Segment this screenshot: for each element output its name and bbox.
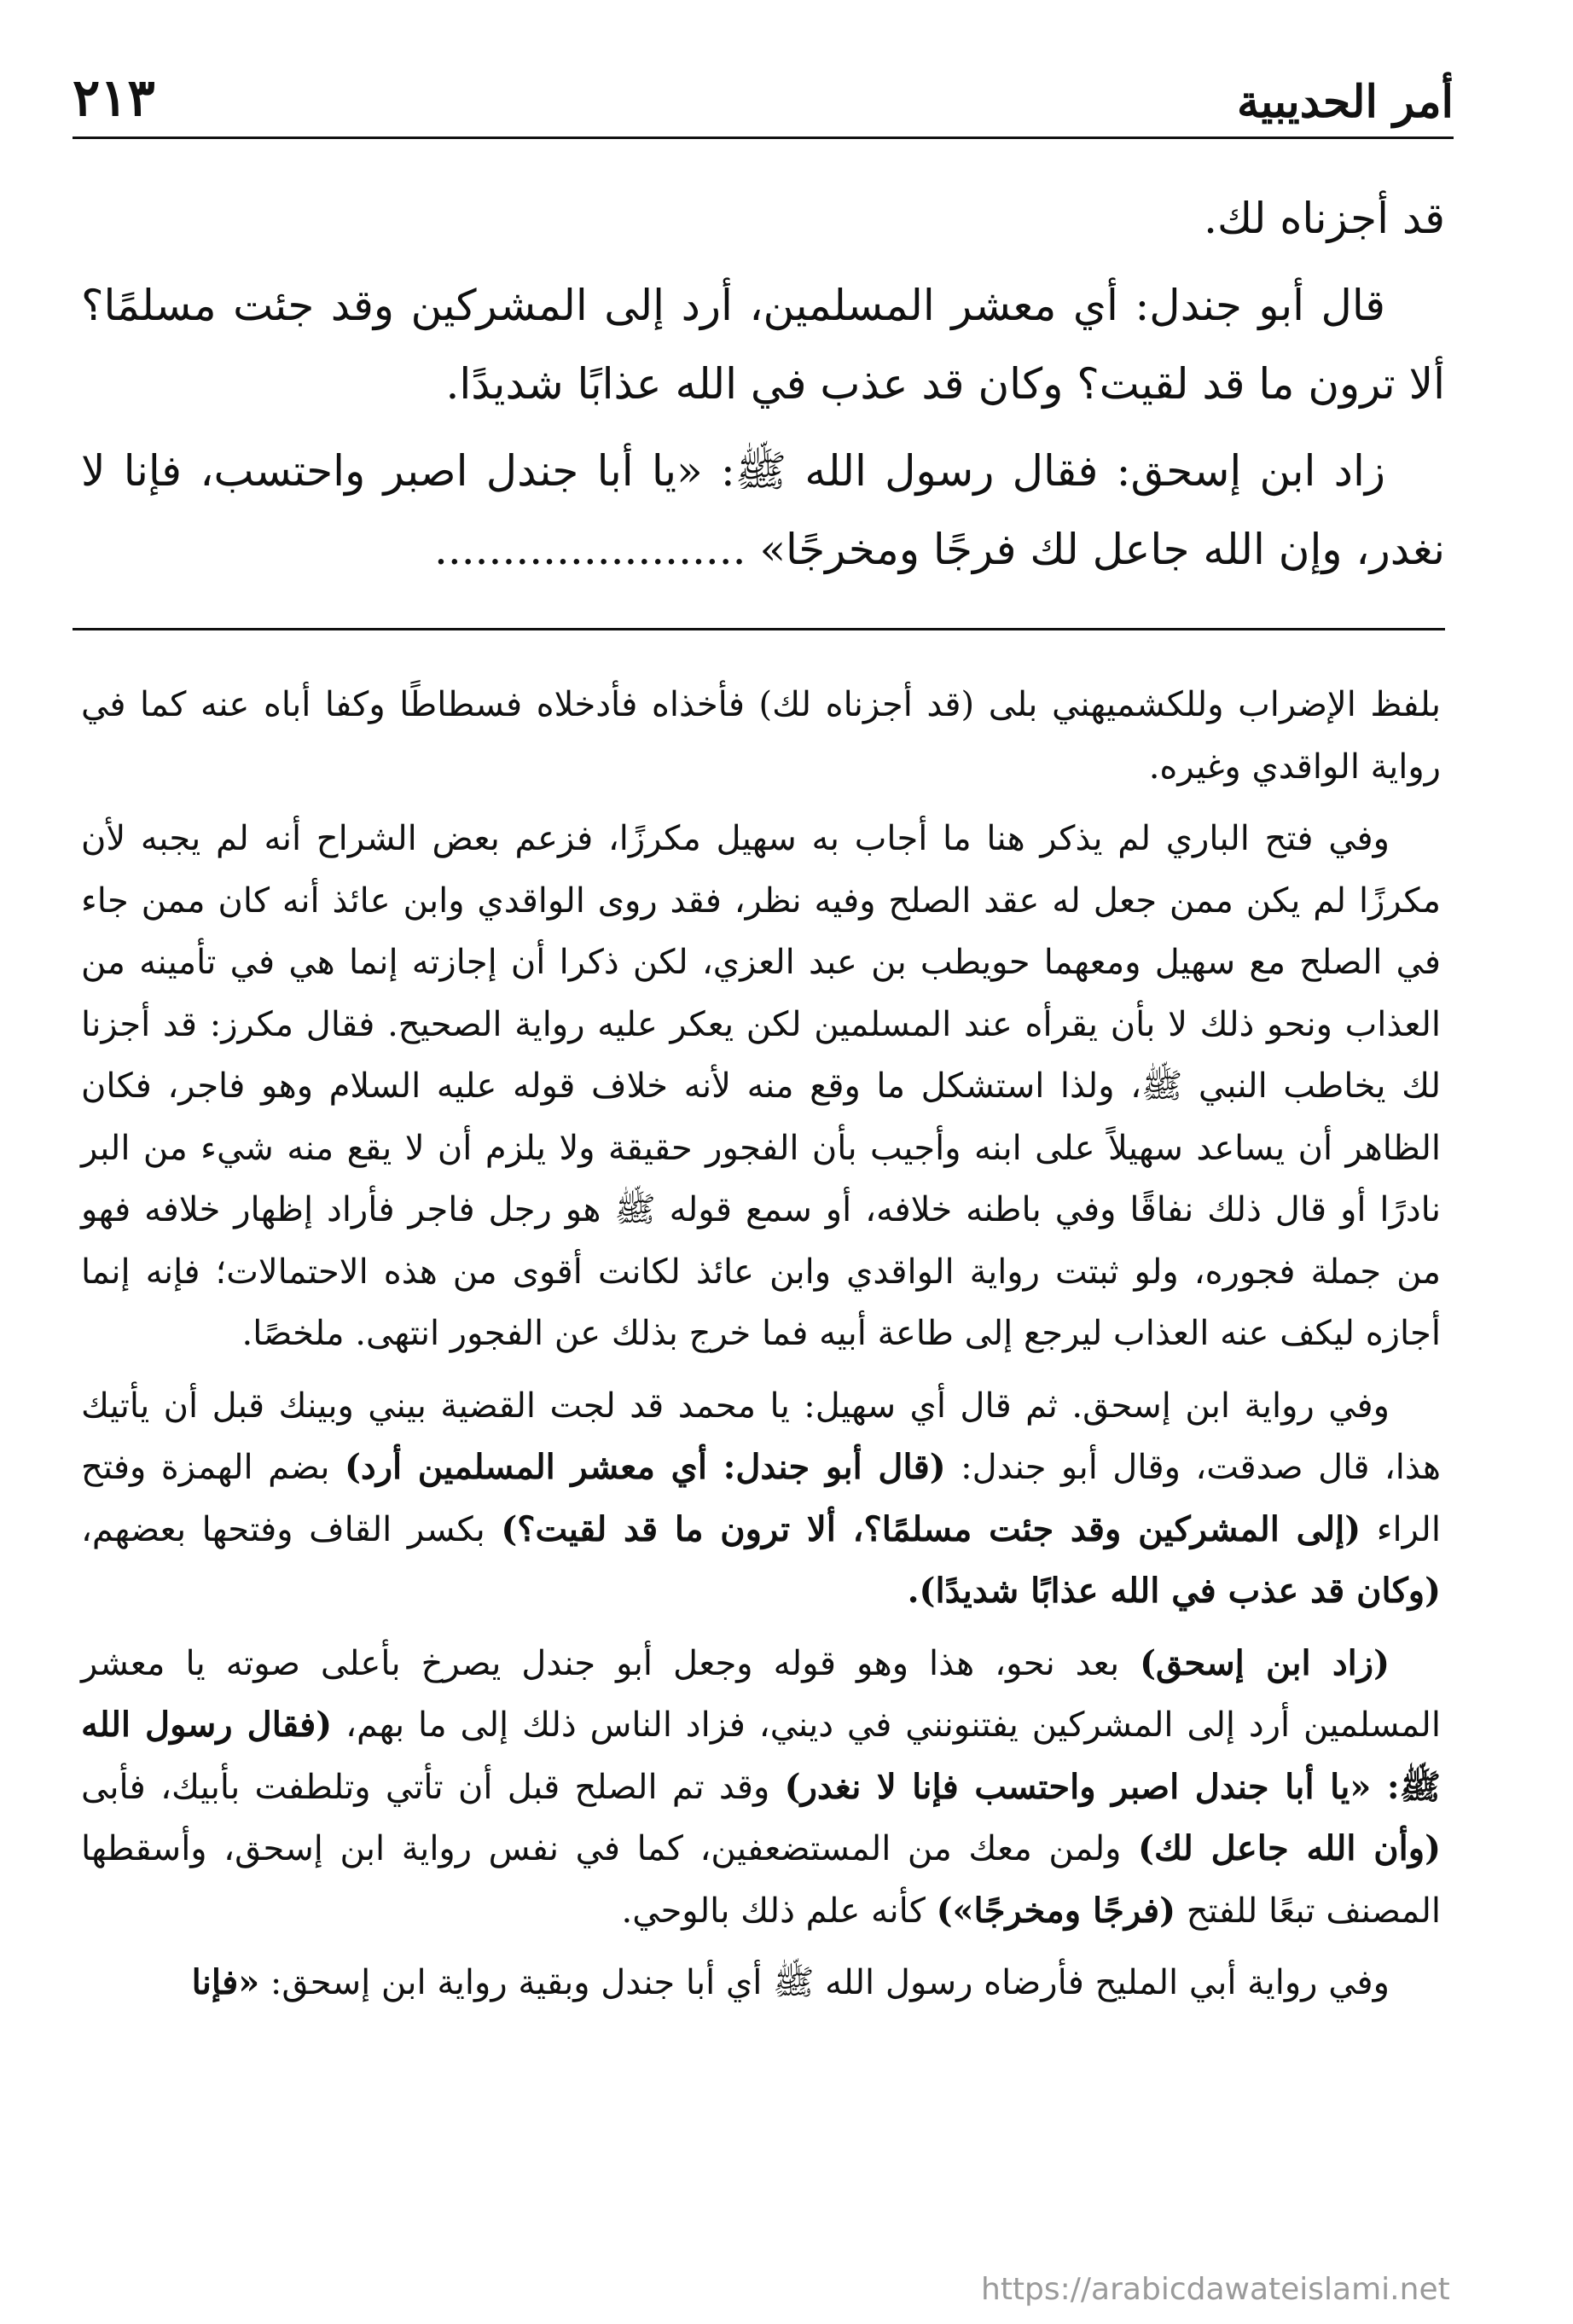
commentary-paragraph-4	[81, 1633, 1441, 1943]
separator-rule	[73, 628, 1445, 630]
commentary-p4-part-f: ولمن معك من المستضعفين، كما في نفس رواية ابن إسحق، وأسقطها المصنف تبعًا للفتح	[81, 1829, 1441, 1931]
quoted-phrase: (وكان قد عذب في الله عذابًا شديدًا).	[907, 1571, 1441, 1611]
main-paragraph-1: قد أجزناه لك.	[1204, 194, 1445, 243]
quoted-phrase: (زاد ابن إسحق)	[1140, 1642, 1390, 1683]
main-paragraph-2: قال أبو جندل: أي معشر المسلمين، أرد إلى المشركين وقد جئت مسلمًا؟ ألا ترون ما قد لقيت؟ وكان قد عذب في الله عذابًا شديدًا.	[81, 281, 1445, 409]
quoted-phrase: (قال أبو جندل: أي معشر المسلمين أرد)	[344, 1447, 946, 1487]
commentary-paragraph-2: وفي فتح الباري لم يذكر هنا ما أجاب به سهيل مكرزًا، فزعم بعض الشراح أنه لم يجبه لأن مكرزًا لم يكن ممن جعل له عقد الصلح وفيه نظر، فقد روى الواقدي وابن عائذ أنه كان ممن جاء في الصلح مع سهيل ومعهما حويطب بن عبد العزي، لكن ذكرا أن إجازته إنما هي في تأمينه من العذاب ونحو ذلك لا بأن يقرأه عند المسلمين لكن يعكر عليه رواية الصحيح. فقال مكرز: قد أجزنا لك يخاطب النبي ﷺ، ولذا استشكل ما وقع منه لأنه خلاف قوله عليه السلام وهو فاجر، فكان الظاهر أن يساعد سهيلاً على ابنه وأجيب بأن الفجور حقيقة ولا يلزم أن لا يقع منه شيء من البر نادرًا أو قال ذلك نفاقًا وفي باطنه خلافه، أو سمع قوله ﷺ هو رجل فاجر فأراد إظهار خلافه فهو من جملة فجوره، ولو ثبتت رواية الواقدي وابن عائذ لكانت أقوى من هذه الاحتمالات؛ فإنه إنما أجازه ليكف عنه العذاب ليرجع إلى طاعة أبيه فما خرج بذلك عن الفجور انتهى. ملخصًا.	[81, 819, 1441, 1353]
commentary-p3-part-c: بضم الهمزة وفتح الراء	[81, 1448, 1441, 1549]
commentary-p3-part-e: بكسر القاف وفتحها بعضهم،	[81, 1509, 502, 1549]
page-header	[73, 60, 1454, 139]
commentary-p4-part-b: بعد نحو، هذا وهو قوله وجعل أبو جندل يصرخ بأعلى صوته يا معشر المسلمين أرد إلى المشركين يفتنونني في ديني، فزاد الناس ذلك إلى ما بهم،	[81, 1643, 1441, 1745]
watermark-url: https://arabicdawateislami.net	[981, 2272, 1450, 2307]
main-paragraph-3	[81, 432, 1445, 589]
quoted-phrase: «فإنا	[191, 1962, 260, 2002]
ellipsis-dots: .......................	[433, 525, 746, 574]
commentary-p3-part-a: وفي رواية ابن إسحق. ثم قال أي سهيل: يا محمد قد لجت القضية بيني وبينك قبل أن يأتيك هذا، قال صدقت، وقال أبو جندل:	[81, 1386, 1441, 1487]
commentary-paragraph-5	[81, 1952, 1441, 2014]
commentary-p4-part-h: كأنه علم ذلك بالوحي.	[621, 1891, 937, 1931]
quoted-phrase: (فرجًا ومخرجًا»)	[936, 1890, 1176, 1931]
main-text	[81, 179, 1445, 597]
commentary-p5-part-a: وفي رواية أبي المليح فأرضاه رسول الله ﷺ أي أبا جندل وبقية رواية ابن إسحق:	[259, 1963, 1390, 2002]
quoted-phrase: (إلى المشركين وقد جئت مسلمًا؟، ألا ترون ما قد لقيت؟)	[501, 1508, 1361, 1549]
running-title: أمر الحديبية	[1237, 76, 1454, 128]
page-number: ٢١٣	[73, 68, 155, 128]
quoted-phrase: (وأن الله جاعل لك)	[1138, 1828, 1441, 1868]
commentary-p4-part-d: وقد تم الصلح قبل أن تأتي وتلطفت بأبيك، فأبى	[81, 1767, 785, 1807]
quoted-phrase: (فقال رسول الله ﷺ: «يا أبا جندل اصبر واحتسب فإنا لا نغدر)	[81, 1705, 1441, 1807]
main-paragraph-3-text: زاد ابن إسحق: فقال رسول الله ﷺ: «يا أبا جندل اصبر واحتسب، فإنا لا نغدر، وإن الله جاعل لك فرجًا ومخرجًا»	[81, 446, 1445, 574]
commentary-paragraph-3	[81, 1375, 1441, 1623]
commentary-paragraph-1: بلفظ الإضراب وللكشميهني بلى (قد أجزناه لك) فأخذاه فأدخلاه فسطاطًا وكفا أباه عنه كما في رواية الواقدي وغيره.	[81, 685, 1441, 787]
commentary-text	[81, 674, 1441, 2025]
